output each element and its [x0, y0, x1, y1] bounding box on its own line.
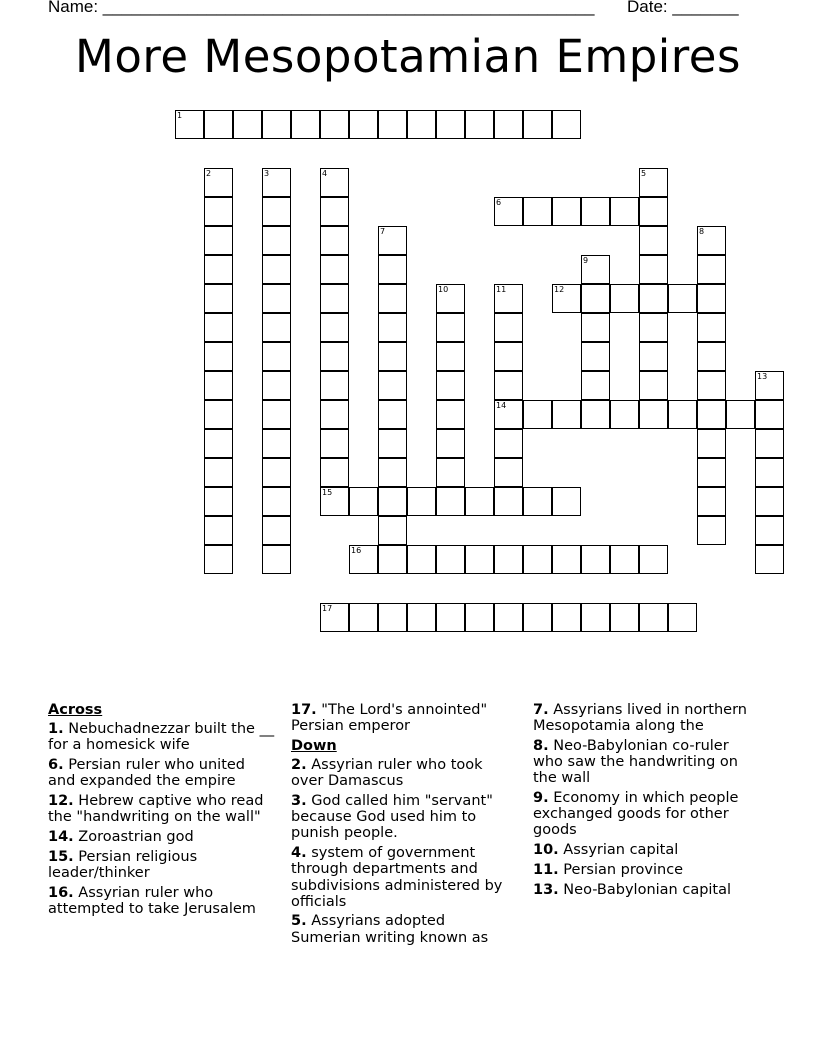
grid-cell[interactable] — [436, 110, 465, 139]
grid-cell[interactable] — [581, 342, 610, 371]
grid-cell[interactable] — [378, 371, 407, 400]
grid-cell[interactable] — [465, 545, 494, 574]
grid-cell[interactable] — [320, 313, 349, 342]
grid-cell[interactable] — [378, 342, 407, 371]
clue-number-label: 15. — [48, 848, 74, 865]
grid-cell[interactable] — [204, 545, 233, 574]
grid-cell[interactable] — [436, 342, 465, 371]
grid-cell[interactable] — [581, 545, 610, 574]
grid-cell[interactable] — [465, 487, 494, 516]
grid-cell[interactable] — [639, 226, 668, 255]
grid-cell[interactable] — [378, 110, 407, 139]
down-clue — [291, 757, 516, 789]
clue-text: God called him "servant" because God used him to punish people. — [291, 793, 493, 842]
clue-text: Assyrians adopted Sumerian writing known as — [291, 913, 489, 946]
clues-column-3 — [533, 702, 758, 901]
grid-cell[interactable] — [320, 255, 349, 284]
grid-cell[interactable] — [262, 429, 291, 458]
grid-cell[interactable] — [262, 342, 291, 371]
grid-cell[interactable] — [204, 342, 233, 371]
clue-number-label: 8. — [533, 737, 549, 754]
clue-number: 7 — [380, 227, 386, 236]
grid-cell[interactable] — [755, 429, 784, 458]
grid-cell[interactable] — [697, 226, 726, 255]
grid-cell[interactable] — [320, 400, 349, 429]
grid-cell[interactable] — [378, 284, 407, 313]
clue-number: 15 — [322, 488, 333, 497]
grid-cell[interactable] — [262, 110, 291, 139]
grid-cell[interactable] — [523, 197, 552, 226]
grid-cell[interactable] — [262, 371, 291, 400]
grid-cell[interactable] — [697, 429, 726, 458]
grid-cell[interactable] — [494, 371, 523, 400]
grid-cell[interactable] — [639, 545, 668, 574]
grid-cell[interactable] — [639, 313, 668, 342]
clue-number-label: 9. — [533, 790, 549, 807]
down-clue — [291, 793, 516, 842]
grid-cell[interactable] — [581, 400, 610, 429]
grid-cell[interactable] — [552, 545, 581, 574]
clue-number: 10 — [438, 285, 449, 294]
grid-cell[interactable] — [523, 400, 552, 429]
grid-cell[interactable] — [262, 168, 291, 197]
grid-cell[interactable] — [262, 226, 291, 255]
grid-cell[interactable] — [697, 516, 726, 545]
across-clue — [48, 885, 276, 917]
grid-cell[interactable] — [407, 545, 436, 574]
grid-cell[interactable] — [494, 429, 523, 458]
grid-cell[interactable] — [262, 255, 291, 284]
clue-text: Zoroastrian god — [73, 828, 194, 845]
grid-cell[interactable] — [552, 284, 581, 313]
clue-number-label: 16. — [48, 884, 74, 901]
clue-number-label: 12. — [48, 793, 74, 810]
grid-cell[interactable] — [639, 342, 668, 371]
grid-cell[interactable] — [204, 371, 233, 400]
grid-cell[interactable] — [320, 284, 349, 313]
grid-cell[interactable] — [668, 400, 697, 429]
grid-cell[interactable] — [204, 284, 233, 313]
grid-cell[interactable] — [407, 110, 436, 139]
grid-cell[interactable] — [349, 603, 378, 632]
grid-cell[interactable] — [320, 603, 349, 632]
clue-number-label: 6. — [48, 757, 64, 774]
clue-number: 13 — [757, 372, 768, 381]
clue-number: 8 — [699, 227, 705, 236]
grid-cell[interactable] — [697, 487, 726, 516]
grid-cell[interactable] — [378, 400, 407, 429]
grid-cell[interactable] — [552, 110, 581, 139]
grid-cell[interactable] — [552, 400, 581, 429]
grid-cell[interactable] — [436, 603, 465, 632]
clue-text: Assyrian capital — [558, 842, 679, 859]
down-heading: Down — [291, 737, 337, 754]
clue-text: Assyrian ruler who attempted to take Jerusalem — [48, 884, 256, 917]
clue-number-label: 10. — [533, 842, 559, 859]
date-field-label[interactable]: Date: _______ — [627, 0, 739, 16]
grid-cell[interactable] — [320, 168, 349, 197]
clue-number: 1 — [177, 111, 183, 120]
grid-cell[interactable] — [610, 197, 639, 226]
down-clue — [291, 845, 516, 910]
grid-cell[interactable] — [494, 313, 523, 342]
grid-cell[interactable] — [639, 284, 668, 313]
grid-cell[interactable] — [378, 516, 407, 545]
grid-cell[interactable] — [697, 313, 726, 342]
clue-number: 4 — [322, 169, 328, 178]
grid-cell[interactable] — [755, 371, 784, 400]
grid-cell[interactable] — [349, 110, 378, 139]
clue-text: Persian religious leader/thinker — [48, 848, 198, 881]
grid-cell[interactable] — [639, 255, 668, 284]
grid-cell[interactable] — [552, 603, 581, 632]
grid-cell[interactable] — [523, 545, 552, 574]
grid-cell[interactable] — [262, 284, 291, 313]
grid-cell[interactable] — [436, 429, 465, 458]
clue-number-label: 7. — [533, 702, 549, 718]
clue-text: system of government through departments and subdivisions administered by officials — [291, 845, 503, 910]
clue-number: 6 — [496, 198, 502, 207]
grid-cell[interactable] — [320, 429, 349, 458]
grid-cell[interactable] — [262, 487, 291, 516]
grid-cell[interactable] — [581, 603, 610, 632]
clue-number-label: 3. — [291, 793, 307, 810]
clue-number-label: 14. — [48, 828, 74, 845]
clue-text: Assyrian ruler who took over Damascus — [291, 757, 483, 790]
clue-number: 17 — [322, 604, 333, 613]
grid-cell[interactable] — [581, 255, 610, 284]
grid-cell[interactable] — [320, 110, 349, 139]
grid-cell[interactable] — [639, 603, 668, 632]
grid-cell[interactable] — [494, 458, 523, 487]
grid-cell[interactable] — [697, 342, 726, 371]
grid-cell[interactable] — [552, 197, 581, 226]
grid-cell[interactable] — [755, 545, 784, 574]
down-clue — [533, 738, 758, 787]
grid-cell[interactable] — [436, 313, 465, 342]
grid-cell[interactable] — [494, 110, 523, 139]
grid-cell[interactable] — [494, 487, 523, 516]
down-clue — [533, 790, 758, 839]
grid-cell[interactable] — [436, 284, 465, 313]
clue-text: Assyrians lived in northern Mesopotamia along the — [533, 702, 747, 735]
grid-cell[interactable] — [668, 284, 697, 313]
clue-number: 5 — [641, 169, 647, 178]
down-clue — [533, 702, 758, 734]
grid-cell[interactable] — [726, 400, 755, 429]
grid-cell[interactable] — [494, 603, 523, 632]
grid-cell[interactable] — [204, 429, 233, 458]
grid-cell[interactable] — [697, 458, 726, 487]
clue-number-label: 4. — [291, 845, 307, 862]
grid-cell[interactable] — [320, 342, 349, 371]
grid-cell[interactable] — [320, 487, 349, 516]
grid-cell[interactable] — [204, 487, 233, 516]
across-clue — [48, 721, 276, 753]
grid-cell[interactable] — [204, 400, 233, 429]
grid-cell[interactable] — [581, 284, 610, 313]
clue-text: Persian ruler who united and expanded the empire — [48, 757, 246, 790]
grid-cell[interactable] — [204, 197, 233, 226]
clue-number-label: 1. — [48, 721, 64, 738]
clue-text: Neo-Babylonian capital — [558, 881, 732, 898]
across-clue — [291, 702, 516, 734]
grid-cell[interactable] — [204, 255, 233, 284]
grid-cell[interactable] — [639, 371, 668, 400]
grid-cell[interactable] — [436, 371, 465, 400]
down-clue — [291, 913, 516, 945]
grid-cell[interactable] — [262, 458, 291, 487]
clue-number: 9 — [583, 256, 589, 265]
clue-number-label: 2. — [291, 757, 307, 774]
grid-cell[interactable] — [436, 487, 465, 516]
grid-cell[interactable] — [610, 284, 639, 313]
grid-cell[interactable] — [262, 516, 291, 545]
grid-cell[interactable] — [378, 255, 407, 284]
grid-cell[interactable] — [204, 168, 233, 197]
grid-cell[interactable] — [407, 487, 436, 516]
grid-cell[interactable] — [262, 400, 291, 429]
grid-cell[interactable] — [639, 400, 668, 429]
clue-number: 14 — [496, 401, 507, 410]
grid-cell[interactable] — [581, 313, 610, 342]
page-title: More Mesopotamian Empires — [75, 30, 741, 83]
grid-cell[interactable] — [378, 487, 407, 516]
grid-cell[interactable] — [639, 168, 668, 197]
grid-cell[interactable] — [581, 197, 610, 226]
grid-cell[interactable] — [755, 516, 784, 545]
clue-number: 12 — [554, 285, 565, 294]
grid-cell[interactable] — [552, 487, 581, 516]
grid-cell[interactable] — [320, 197, 349, 226]
grid-cell[interactable] — [320, 458, 349, 487]
grid-cell[interactable] — [175, 110, 204, 139]
clue-number: 16 — [351, 546, 362, 555]
clue-text: Economy in which people exchanged goods for other goods — [533, 790, 739, 839]
grid-cell[interactable] — [436, 400, 465, 429]
grid-cell[interactable] — [233, 110, 262, 139]
clues-column-1 — [48, 702, 276, 920]
down-clue — [533, 842, 758, 858]
grid-cell[interactable] — [523, 603, 552, 632]
grid-cell[interactable] — [378, 429, 407, 458]
grid-cell[interactable] — [755, 400, 784, 429]
grid-cell[interactable] — [407, 603, 436, 632]
grid-cell[interactable] — [349, 545, 378, 574]
down-clue — [533, 862, 758, 878]
clue-text: Nebuchadnezzar built the __ for a homesick wife — [48, 721, 275, 754]
grid-cell[interactable] — [668, 603, 697, 632]
clue-number-label: 5. — [291, 913, 307, 930]
down-clue — [533, 882, 758, 898]
name-field-label[interactable]: Name: ____________________________________________________ — [48, 0, 595, 16]
grid-cell[interactable] — [291, 110, 320, 139]
grid-cell[interactable] — [378, 603, 407, 632]
across-clue — [48, 829, 276, 845]
clue-number-label: 17. — [291, 702, 317, 718]
grid-cell[interactable] — [610, 603, 639, 632]
grid-cell[interactable] — [523, 487, 552, 516]
grid-cell[interactable] — [494, 342, 523, 371]
across-heading: Across — [48, 702, 103, 718]
grid-cell[interactable] — [494, 284, 523, 313]
grid-cell[interactable] — [697, 400, 726, 429]
clue-number: 2 — [206, 169, 212, 178]
grid-cell[interactable] — [378, 313, 407, 342]
grid-cell[interactable] — [204, 458, 233, 487]
grid-cell[interactable] — [639, 197, 668, 226]
clue-number: 11 — [496, 285, 507, 294]
grid-cell[interactable] — [697, 371, 726, 400]
clues-column-2 — [291, 702, 516, 949]
grid-cell[interactable] — [204, 516, 233, 545]
across-clue — [48, 793, 276, 825]
grid-cell[interactable] — [494, 545, 523, 574]
clue-number-label: 11. — [533, 861, 559, 878]
grid-cell[interactable] — [204, 110, 233, 139]
grid-cell[interactable] — [262, 313, 291, 342]
grid-cell[interactable] — [378, 458, 407, 487]
grid-cell[interactable] — [697, 255, 726, 284]
clue-text: Hebrew captive who read the "handwriting on the wall" — [48, 793, 264, 826]
grid-cell[interactable] — [378, 545, 407, 574]
grid-cell[interactable] — [494, 400, 523, 429]
across-clue — [48, 757, 276, 789]
grid-cell[interactable] — [378, 226, 407, 255]
grid-cell[interactable] — [465, 603, 494, 632]
grid-cell[interactable] — [320, 371, 349, 400]
clue-text: Persian province — [558, 861, 684, 878]
grid-cell[interactable] — [755, 487, 784, 516]
grid-cell[interactable] — [610, 400, 639, 429]
grid-cell[interactable] — [465, 110, 494, 139]
grid-cell[interactable] — [755, 458, 784, 487]
grid-cell[interactable] — [494, 197, 523, 226]
grid-cell[interactable] — [204, 226, 233, 255]
grid-cell[interactable] — [436, 545, 465, 574]
grid-cell[interactable] — [581, 371, 610, 400]
clue-number: 3 — [264, 169, 270, 178]
grid-cell[interactable] — [349, 487, 378, 516]
grid-cell[interactable] — [697, 284, 726, 313]
grid-cell[interactable] — [204, 313, 233, 342]
clue-text: "The Lord's annointed" Persian emperor — [291, 702, 488, 735]
grid-cell[interactable] — [320, 226, 349, 255]
grid-cell[interactable] — [262, 545, 291, 574]
clue-text: Neo-Babylonian co-ruler who saw the handwriting on the wall — [533, 737, 738, 787]
grid-cell[interactable] — [523, 110, 552, 139]
grid-cell[interactable] — [610, 545, 639, 574]
clue-number-label: 13. — [533, 881, 559, 898]
across-clue — [48, 849, 276, 881]
grid-cell[interactable] — [436, 458, 465, 487]
grid-cell[interactable] — [262, 197, 291, 226]
